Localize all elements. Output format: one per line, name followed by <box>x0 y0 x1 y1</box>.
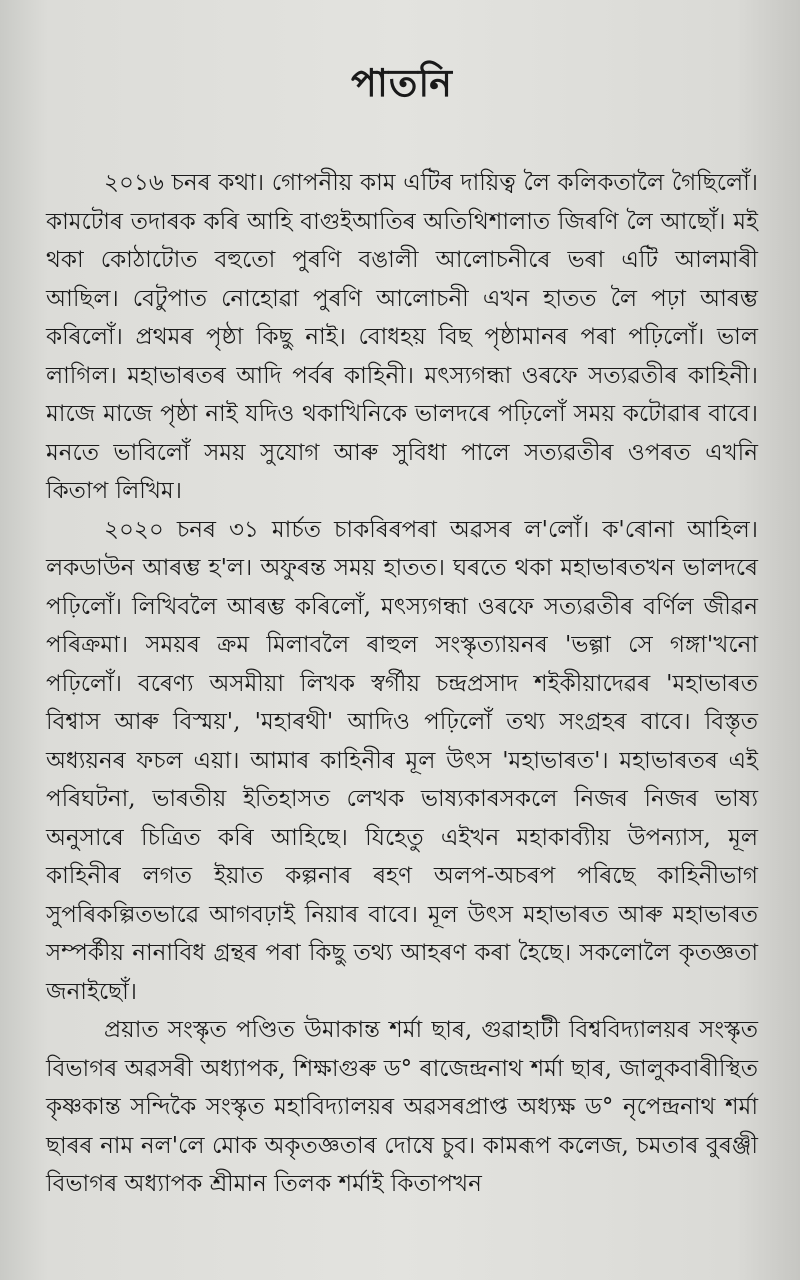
book-page <box>46 54 758 1204</box>
paragraph-1: ২০১৬ চনৰ কথা। গোপনীয় কাম এটিৰ দায়িত্ব লৈ কলিকতালৈ গৈছিলোঁ। কামটোৰ তদাৰক কৰি আহি বাগুইআতিৰ অতিথিশালাত জিৰণি লৈ আছোঁ। মই থকা কোঠাটোত বহুতো পুৰণি বঙালী আলোচনীৰে ভৰা এটি আলমাৰী আছিল। বেটুপাত নোহোৱা পুৰণি আলোচনী এখন হাতত লৈ পঢ়া আৰম্ভ কৰিলোঁ। প্ৰথমৰ পৃষ্ঠা কিছু নাই। বোধহয় বিছ পৃষ্ঠামানৰ পৰা পঢ়িলোঁ। ভাল লাগিল। মহাভাৰতৰ আদি পৰ্বৰ কাহিনী। মৎস্যগন্ধা ওৰফে সত্যৱতীৰ কাহিনী। মাজে মাজে পৃষ্ঠা নাই যদিও থকাখিনিকে ভালদৰে পঢ়িলোঁ সময় কটোৱাৰ বাবে। মনতে ভাবিলোঁ সময় সুযোগ আৰু সুবিধা পালে সত্যৱতীৰ ওপৰত এখনি কিতাপ লিখিম। <box>46 170 758 504</box>
page-title: পাতনি <box>351 61 453 105</box>
paragraph-3: প্ৰয়াত সংস্কৃত পণ্ডিত উমাকান্ত শৰ্মা ছাৰ, গুৱাহাটী বিশ্ববিদ্যালয়ৰ সংস্কৃত বিভাগৰ অৱসৰী অধ্যাপক, শিক্ষাগুৰু ড° ৰাজেন্দ্ৰনাথ শৰ্মা ছাৰ, জালুকবাৰীস্থিত কৃষ্ণকান্ত সন্দিকৈ সংস্কৃত মহাবিদ্যালয়ৰ অৱসৰপ্ৰাপ্ত অধ্যক্ষ ড° নৃপেন্দ্ৰনাথ শৰ্মা ছাৰৰ নাম নল'লে মোক অকৃতজ্ঞতাৰ দোষে চুব। কামৰূপ কলেজ, চমতাৰ বুৰঞ্জী বিভাগৰ অধ্যাপক শ্ৰীমান তিলক শৰ্মাই কিতাপখন <box>46 1017 758 1197</box>
paragraph-2: ২০২০ চনৰ ৩১ মাৰ্চত চাকৰিৰপৰা অৱসৰ ল'লোঁ। ক'ৰোনা আহিল। লকডাউন আৰম্ভ হ'ল। অফুৰন্ত সময় হাতত। ঘৰতে থকা মহাভাৰতখন ভালদৰে পঢ়িলোঁ। লিখিবলৈ আৰম্ভ কৰিলোঁ, মৎস্যগন্ধা ওৰফে সত্যৱতীৰ বৰ্ণিল জীৱন পৰিক্ৰমা। সময়ৰ ক্ৰম মিলাবলৈ ৰাহুল সংস্কৃত্যায়নৰ 'ভল্গা সে গঙ্গা'খনো পঢ়িলোঁ। বৰেণ্য অসমীয়া লিখক স্বৰ্গীয় চন্দ্ৰপ্ৰসাদ শইকীয়াদেৱৰ 'মহাভাৰত বিশ্বাস আৰু বিস্ময়', 'মহাৰথী' আদিও পঢ়িলোঁ তথ্য সংগ্ৰহৰ বাবে। বিস্তৃত অধ্যয়নৰ ফচল এয়া। আমাৰ কাহিনীৰ মূল উৎস 'মহাভাৰত'। মহাভাৰতৰ এই পৰিঘটনা, ভাৰতীয় ইতিহাসত লেখক ভাষ্যকাৰসকলে নিজৰ নিজৰ ভাষ্য অনুসাৰে চিত্ৰিত কৰি আহিছে। যিহেতু এইখন মহাকাব্যীয় উপন্যাস, মূল কাহিনীৰ লগত ইয়াত কল্পনাৰ ৰহণ অলপ-অচৰপ পৰিছে কাহিনীভাগ সুপৰিকল্পিতভাৱে আগবঢ়াই নিয়াৰ বাবে। মূল উৎস মহাভাৰত আৰু মহাভাৰত সম্পৰ্কীয় নানাবিধ গ্ৰন্থৰ পৰা কিছু তথ্য আহৰণ কৰা হৈছে। সকলোলৈ কৃতজ্ঞতা জনাইছোঁ। <box>46 516 758 1005</box>
